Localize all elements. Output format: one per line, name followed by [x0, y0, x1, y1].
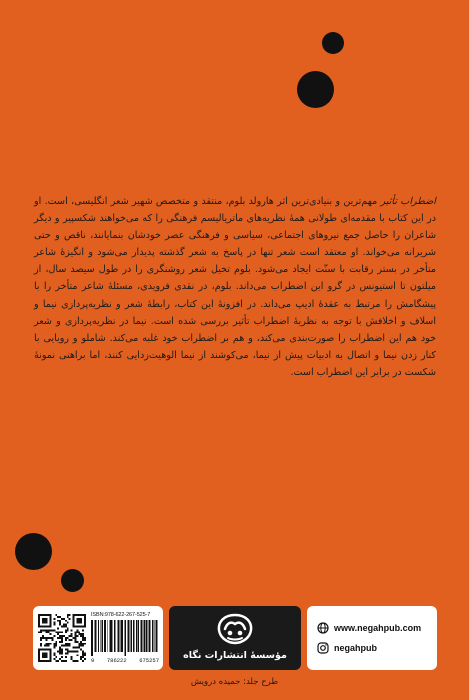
publisher-logo-icon: [215, 612, 255, 646]
cover-designer-credit: طرح جلد: حمیده درویش: [190, 677, 279, 687]
barcode-icon: [91, 620, 159, 656]
decor-dot-small-bottom: [61, 569, 84, 592]
website-row: [317, 620, 421, 636]
ean-digit-group: 9: [91, 657, 95, 664]
decor-dot-large-top: [297, 71, 334, 108]
website-link[interactable]: www.negahpub.com: [334, 623, 422, 633]
contact-card: [307, 606, 437, 670]
ean-digit-group: 675257: [139, 657, 159, 664]
instagram-handle[interactable]: negahpub: [334, 643, 377, 653]
isbn-label: ISBN:978-622-267-525-7: [91, 612, 151, 618]
back-cover-blurb: [34, 193, 436, 381]
globe-icon: [317, 622, 329, 634]
decor-dot-small-top: [322, 32, 344, 54]
publisher-name: مؤسسهٔ انتشارات نگاه: [183, 650, 287, 661]
instagram-icon: [317, 642, 329, 654]
isbn-barcode-block: [91, 612, 159, 664]
publisher-logo-card: [169, 606, 301, 670]
ean-digits: [91, 657, 159, 664]
ean-digit-group: 786222: [106, 657, 127, 664]
blurb-text: مهم‌ترین و بنیادی‌ترین اثر هارولد بلوم، منتقد و متخصص شهیر شعر انگلیسی، است. او در این کتاب با مقدمه‌ای طولانی همهٔ نظریه‌های ماتریالیسم فرهنگی را که می‌خواهند شکسپیر و دیگر شاعران را حاصل جمع نیروهای اجتماعی، سیاسی و فرهنگی عصر خودشان بنمایانند، ناقص و حتی شریرانه می‌خواند. او معتقد است شعر تنها در پاسخ به شعر گذشته پدیدار می‌شود و انگیزهٔ شاعر متأخر در بستر رقابت با سنّت ایجاد می‌شود. بلوم تخیل شعر روشنگری را در طول سیصد سال، از میلتون تا استیونس در گرو این اضطراب می‌داند. بلوم، در نقدی فرویدی، مسئلهٔ شاعر متأخر را با پیشگامش را مرتبط به عقدهٔ ادیپ می‌داند. در افزونهٔ این کتاب، رابطهٔ شعر و نظریه‌پردازی نیما و اسلاف و اخلافش با توجه به نظریهٔ اضطراب تأثیر بررسی شده است. نیما در نظریه‌پردازی و شعر خود هم این اضطراب را صورت‌بندی می‌کند، و هم بر اضطراب خود غلبه می‌کند. شاملو و رویایی با کنار زدن نیما و اتصال به ادبیات پیش از نیما، می‌کوشند از نیما الوهیت‌زدایی کنند، اما براهنی نمونهٔ شکست در برابر این اضطراب است.: [34, 196, 436, 378]
qr-code-icon: [38, 614, 86, 662]
instagram-row: [317, 640, 377, 656]
back-cover-footer: [33, 606, 437, 670]
book-title-lead: اضطراب تأثیر: [380, 196, 436, 207]
barcode-card: [33, 606, 163, 670]
decor-dot-large-bottom: [15, 533, 52, 570]
